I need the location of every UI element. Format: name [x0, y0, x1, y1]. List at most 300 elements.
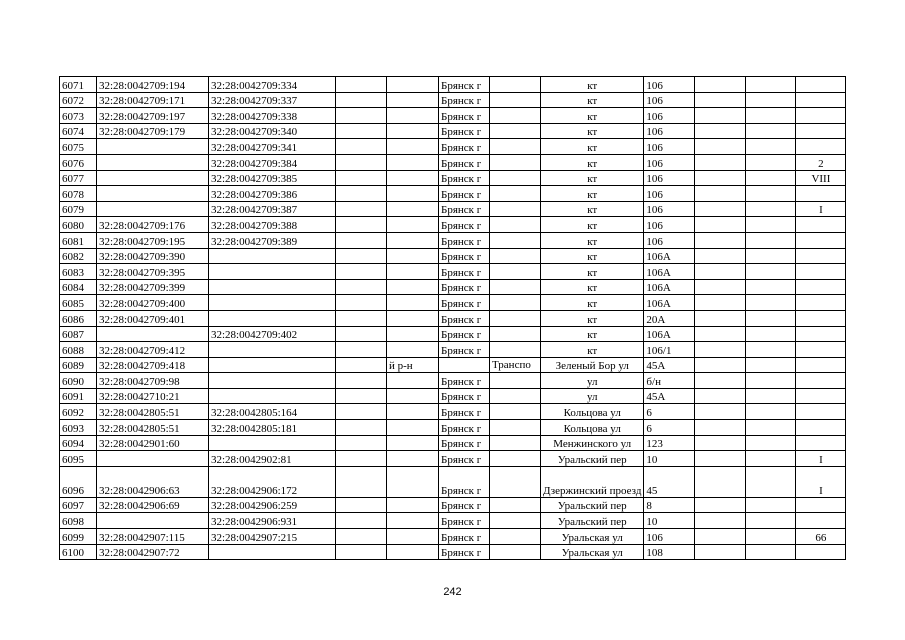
table-cell	[695, 201, 746, 217]
table-cell	[490, 279, 541, 295]
table-cell	[387, 388, 439, 404]
table-cell: 6087	[60, 326, 97, 342]
table-cell: кт	[541, 326, 644, 342]
table-cell	[209, 357, 336, 373]
table-cell	[746, 154, 796, 170]
table-cell: Брянск г	[439, 154, 490, 170]
table-cell	[695, 388, 746, 404]
table-cell	[746, 170, 796, 186]
table-cell: кт	[541, 139, 644, 155]
table-cell	[490, 139, 541, 155]
table-cell	[695, 529, 746, 545]
table-cell: 45А	[644, 357, 695, 373]
table-cell	[490, 108, 541, 124]
table-cell: Брянск г	[439, 108, 490, 124]
table-cell	[796, 420, 846, 436]
table-cell: 6	[644, 420, 695, 436]
table-cell	[387, 154, 439, 170]
table-cell	[97, 513, 209, 529]
table-cell	[695, 248, 746, 264]
table-cell	[796, 295, 846, 311]
table-cell	[387, 123, 439, 139]
table-row	[60, 529, 846, 545]
table-cell: 8	[644, 497, 695, 513]
table-row	[60, 466, 846, 497]
table-cell: б/н	[644, 373, 695, 389]
table-cell	[746, 342, 796, 358]
table-cell: 6075	[60, 139, 97, 155]
table-cell: Брянск г	[439, 513, 490, 529]
table-cell	[746, 388, 796, 404]
table-cell	[336, 544, 387, 560]
table-cell	[336, 186, 387, 202]
table-cell	[490, 264, 541, 280]
table-cell: 32:28:0042805:51	[97, 404, 209, 420]
table-cell	[490, 544, 541, 560]
table-row	[60, 373, 846, 389]
table-cell: 32:28:0042709:338	[209, 108, 336, 124]
table-cell	[387, 435, 439, 451]
table-cell	[336, 123, 387, 139]
table-row	[60, 92, 846, 108]
table-cell: 6084	[60, 279, 97, 295]
table-cell: 32:28:0042805:181	[209, 420, 336, 436]
table-row	[60, 357, 846, 373]
table-cell	[209, 388, 336, 404]
table-cell	[387, 404, 439, 420]
table-cell: 32:28:0042709:171	[97, 92, 209, 108]
table-cell	[336, 201, 387, 217]
table-cell	[490, 201, 541, 217]
table-cell: 106	[644, 92, 695, 108]
table-cell	[796, 279, 846, 295]
table-cell	[746, 326, 796, 342]
table-cell: 6092	[60, 404, 97, 420]
table-cell	[695, 154, 746, 170]
table-cell: 6091	[60, 388, 97, 404]
table-cell: ул	[541, 373, 644, 389]
table-cell	[97, 170, 209, 186]
table-cell: Брянск г	[439, 373, 490, 389]
table-cell: Брянск г	[439, 544, 490, 560]
table-cell	[387, 342, 439, 358]
table-row	[60, 544, 846, 560]
table-cell: 32:28:0042906:259	[209, 497, 336, 513]
table-cell: 6078	[60, 186, 97, 202]
table-cell: 106	[644, 186, 695, 202]
table-cell: кт	[541, 108, 644, 124]
table-cell	[336, 77, 387, 93]
table-cell	[746, 357, 796, 373]
table-cell: 32:28:0042709:334	[209, 77, 336, 93]
table-cell	[387, 513, 439, 529]
table-cell: Брянск г	[439, 77, 490, 93]
table-row	[60, 404, 846, 420]
table-row	[60, 264, 846, 280]
table-cell: 32:28:0042709:197	[97, 108, 209, 124]
table-cell	[97, 451, 209, 467]
table-cell: Брянск г	[439, 123, 490, 139]
table-cell	[387, 420, 439, 436]
table-cell	[336, 497, 387, 513]
table-cell	[336, 264, 387, 280]
table-cell: 32:28:0042709:341	[209, 139, 336, 155]
table-cell	[746, 108, 796, 124]
table-cell: кт	[541, 92, 644, 108]
table-row	[60, 232, 846, 248]
table-cell: Менжинского ул	[541, 435, 644, 451]
table-cell: Уральский пер	[541, 497, 644, 513]
table-cell	[97, 139, 209, 155]
table-cell	[336, 466, 387, 497]
table-row	[60, 123, 846, 139]
table-cell	[695, 373, 746, 389]
table-cell	[336, 310, 387, 326]
table-cell: Дзержинский проезд	[541, 466, 644, 497]
table-cell	[695, 92, 746, 108]
table-cell	[387, 232, 439, 248]
table-cell	[490, 310, 541, 326]
table-cell	[490, 513, 541, 529]
table-cell	[746, 139, 796, 155]
table-cell	[796, 404, 846, 420]
table-cell: 32:28:0042902:81	[209, 451, 336, 467]
table-row	[60, 248, 846, 264]
table-cell	[387, 108, 439, 124]
table-cell	[336, 154, 387, 170]
table-cell: 32:28:0042709:389	[209, 232, 336, 248]
table-cell	[695, 232, 746, 248]
table-cell	[796, 373, 846, 389]
table-cell	[695, 420, 746, 436]
table-cell: Брянск г	[439, 92, 490, 108]
table-cell: кт	[541, 217, 644, 233]
table-cell: кт	[541, 342, 644, 358]
table-cell	[796, 217, 846, 233]
table-cell: Брянск г	[439, 248, 490, 264]
table-cell: Брянск г	[439, 435, 490, 451]
table-cell	[695, 513, 746, 529]
table-cell: Зеленый Бор ул	[541, 357, 644, 373]
table-cell	[746, 544, 796, 560]
table-cell: 106	[644, 77, 695, 93]
table-cell	[695, 123, 746, 139]
table-cell: Уральская ул	[541, 529, 644, 545]
table-cell	[695, 279, 746, 295]
table-cell	[746, 248, 796, 264]
table-row	[60, 295, 846, 311]
table-cell: кт	[541, 279, 644, 295]
table-cell	[746, 92, 796, 108]
table-row	[60, 342, 846, 358]
table-cell	[336, 108, 387, 124]
table-cell	[796, 123, 846, 139]
table-cell	[746, 497, 796, 513]
table-cell: Брянск г	[439, 264, 490, 280]
table-cell	[490, 77, 541, 93]
table-cell: 6085	[60, 295, 97, 311]
table-cell	[796, 310, 846, 326]
table-cell: 32:28:0042709:194	[97, 77, 209, 93]
register-body	[60, 77, 846, 560]
table-cell: Брянск г	[439, 388, 490, 404]
table-cell	[97, 326, 209, 342]
table-cell	[796, 186, 846, 202]
table-cell: Брянск г	[439, 497, 490, 513]
table-row	[60, 108, 846, 124]
table-cell: 32:28:0042709:98	[97, 373, 209, 389]
table-cell	[746, 529, 796, 545]
table-cell: 106	[644, 217, 695, 233]
table-cell	[387, 92, 439, 108]
table-cell	[209, 342, 336, 358]
table-cell: 32:28:0042805:164	[209, 404, 336, 420]
table-cell	[490, 497, 541, 513]
table-cell	[695, 342, 746, 358]
table-cell: 45	[644, 466, 695, 497]
table-cell: 32:28:0042906:69	[97, 497, 209, 513]
table-cell	[336, 357, 387, 373]
table-cell: Уральская ул	[541, 544, 644, 560]
table-cell	[695, 139, 746, 155]
table-cell: кт	[541, 77, 644, 93]
table-cell: VIII	[796, 170, 846, 186]
table-cell	[490, 388, 541, 404]
table-cell: 6090	[60, 373, 97, 389]
table-cell	[490, 154, 541, 170]
table-cell	[746, 279, 796, 295]
table-row	[60, 154, 846, 170]
table-cell	[746, 310, 796, 326]
table-cell	[490, 92, 541, 108]
table-cell	[387, 310, 439, 326]
table-cell: 106А	[644, 248, 695, 264]
table-cell	[796, 544, 846, 560]
table-cell	[490, 466, 541, 497]
table-cell	[695, 497, 746, 513]
table-cell: 32:28:0042709:401	[97, 310, 209, 326]
table-cell	[387, 264, 439, 280]
register-table	[59, 76, 846, 560]
table-cell	[695, 295, 746, 311]
table-cell: 106	[644, 201, 695, 217]
table-cell	[746, 451, 796, 467]
table-cell: Кольцова ул	[541, 404, 644, 420]
table-cell: 6	[644, 404, 695, 420]
table-cell: 32:28:0042709:388	[209, 217, 336, 233]
table-cell	[387, 497, 439, 513]
table-cell	[695, 404, 746, 420]
table-cell: 6100	[60, 544, 97, 560]
table-cell	[209, 279, 336, 295]
table-row	[60, 420, 846, 436]
table-cell: I	[796, 201, 846, 217]
table-cell: кт	[541, 201, 644, 217]
table-cell: 106/1	[644, 342, 695, 358]
table-row	[60, 139, 846, 155]
table-cell: 6083	[60, 264, 97, 280]
table-cell	[490, 342, 541, 358]
table-cell	[796, 435, 846, 451]
table-cell	[336, 248, 387, 264]
table-cell	[490, 295, 541, 311]
table-row	[60, 435, 846, 451]
table-cell: 6079	[60, 201, 97, 217]
table-cell: 32:28:0042709:387	[209, 201, 336, 217]
table-cell	[695, 217, 746, 233]
table-cell	[796, 388, 846, 404]
table-cell	[746, 217, 796, 233]
table-cell	[490, 435, 541, 451]
table-cell	[796, 77, 846, 93]
table-cell: 32:28:0042709:176	[97, 217, 209, 233]
table-cell	[97, 154, 209, 170]
table-cell: Уральский пер	[541, 451, 644, 467]
table-cell: Брянск г	[439, 139, 490, 155]
table-cell: 6082	[60, 248, 97, 264]
page-number: 242	[443, 586, 462, 598]
table-cell: кт	[541, 170, 644, 186]
table-cell: 6072	[60, 92, 97, 108]
table-cell: Брянск г	[439, 466, 490, 497]
table-cell	[336, 217, 387, 233]
table-cell	[387, 373, 439, 389]
table-cell	[97, 186, 209, 202]
table-cell: й р-н	[387, 357, 439, 373]
table-cell: 6096	[60, 466, 97, 497]
table-cell: 32:28:0042709:340	[209, 123, 336, 139]
table-cell: 32:28:0042709:386	[209, 186, 336, 202]
table-cell: I	[796, 451, 846, 467]
table-cell: 32:28:0042907:72	[97, 544, 209, 560]
table-row	[60, 201, 846, 217]
table-cell	[695, 435, 746, 451]
table-cell: Брянск г	[439, 295, 490, 311]
table-cell: ул	[541, 388, 644, 404]
table-cell	[695, 451, 746, 467]
table-cell	[336, 451, 387, 467]
table-cell	[490, 529, 541, 545]
table-row	[60, 77, 846, 93]
table-cell: 32:28:0042805:51	[97, 420, 209, 436]
table-cell	[746, 123, 796, 139]
table-cell	[336, 232, 387, 248]
table-cell: 10	[644, 451, 695, 467]
table-cell	[387, 279, 439, 295]
table-cell	[746, 404, 796, 420]
table-cell: 106	[644, 170, 695, 186]
table-cell	[387, 544, 439, 560]
table-cell: Брянск г	[439, 451, 490, 467]
table-cell: 106	[644, 529, 695, 545]
table-cell	[695, 77, 746, 93]
table-cell: Брянск г	[439, 186, 490, 202]
table-cell	[209, 435, 336, 451]
table-cell	[746, 373, 796, 389]
table-cell	[336, 295, 387, 311]
table-row	[60, 388, 846, 404]
table-cell	[387, 451, 439, 467]
table-cell: 6071	[60, 77, 97, 93]
table-cell: 45А	[644, 388, 695, 404]
table-cell: 32:28:0042709:402	[209, 326, 336, 342]
table-cell	[796, 139, 846, 155]
table-cell: 10	[644, 513, 695, 529]
table-cell: Брянск г	[439, 326, 490, 342]
table-cell	[746, 435, 796, 451]
table-cell: 66	[796, 529, 846, 545]
table-cell	[209, 264, 336, 280]
table-cell	[746, 201, 796, 217]
table-cell	[490, 232, 541, 248]
table-cell	[746, 264, 796, 280]
table-cell: 32:28:0042906:63	[97, 466, 209, 497]
table-cell	[336, 435, 387, 451]
table-cell	[796, 497, 846, 513]
table-row	[60, 217, 846, 233]
table-cell	[336, 326, 387, 342]
table-cell: Транспо	[490, 357, 541, 373]
table-row	[60, 326, 846, 342]
table-cell: Брянск г	[439, 310, 490, 326]
table-cell: 32:28:0042709:195	[97, 232, 209, 248]
table-cell: Брянск г	[439, 279, 490, 295]
table-cell: Брянск г	[439, 201, 490, 217]
table-cell	[796, 232, 846, 248]
table-cell	[796, 264, 846, 280]
table-row	[60, 186, 846, 202]
table-row	[60, 451, 846, 467]
table-cell	[746, 77, 796, 93]
table-cell: 32:28:0042709:418	[97, 357, 209, 373]
table-cell	[336, 279, 387, 295]
table-cell	[387, 326, 439, 342]
table-cell: 6077	[60, 170, 97, 186]
table-cell	[796, 108, 846, 124]
table-cell	[746, 295, 796, 311]
table-cell: 106	[644, 139, 695, 155]
table-cell: 32:28:0042906:931	[209, 513, 336, 529]
table-cell	[387, 295, 439, 311]
table-cell	[209, 373, 336, 389]
table-cell	[490, 170, 541, 186]
table-cell: Брянск г	[439, 404, 490, 420]
table-row	[60, 513, 846, 529]
table-row	[60, 279, 846, 295]
table-cell: 106	[644, 232, 695, 248]
table-cell: 6097	[60, 497, 97, 513]
table-cell: 106	[644, 108, 695, 124]
table-cell	[336, 92, 387, 108]
table-cell	[796, 513, 846, 529]
table-cell: 32:28:0042907:215	[209, 529, 336, 545]
table-cell	[695, 108, 746, 124]
table-cell: 20А	[644, 310, 695, 326]
table-cell: Кольцова ул	[541, 420, 644, 436]
table-cell	[695, 544, 746, 560]
table-cell	[439, 357, 490, 373]
table-cell: 123	[644, 435, 695, 451]
table-cell	[746, 420, 796, 436]
table-row	[60, 170, 846, 186]
table-cell	[336, 420, 387, 436]
table-cell: 6099	[60, 529, 97, 545]
table-cell	[336, 342, 387, 358]
table-cell: 106А	[644, 295, 695, 311]
table-cell	[746, 466, 796, 497]
table-cell: 6093	[60, 420, 97, 436]
table-cell: 32:28:0042710:21	[97, 388, 209, 404]
